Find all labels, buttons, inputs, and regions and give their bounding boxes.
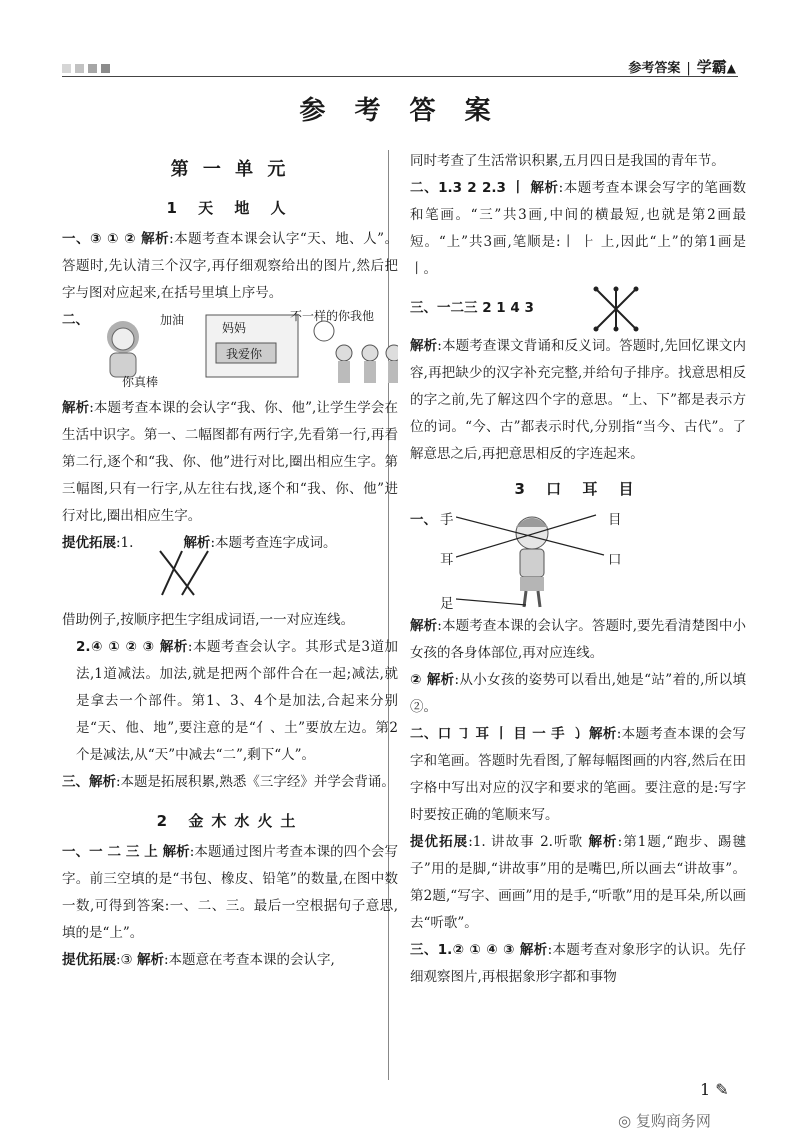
girl-matching-figure	[410, 507, 746, 613]
answer-text: :本题考查本课的会认字“我、你、他”,让学生学会在生活中识字。第一、二幅图都有两行字,先看第一行,再看第二行,逐个和“我、你、他”进行对比,圈出相应生字。第三幅图,只有一行字,从左往右找,逐个和“我、你、他”进行对比,圈出相应生字。	[62, 400, 398, 524]
jiexi-tag: 解析	[410, 618, 438, 634]
answer-text: :本题考查课文背诵和反义词。答题时,先回忆课文内容,再把缺少的汉字补充完整,并给句子排序。找意思相反的字之前,先了解这四个字的意思。“上、下”都是表示方位的词。“今、古”都表示时代,分别指“当今、古代”。了解意思之后,再把意思相反的字连起来。	[410, 338, 747, 462]
header-separator: |	[686, 61, 691, 76]
image-label: 我爱你	[226, 347, 263, 361]
header-square	[75, 64, 84, 73]
ext-tag: 提优拓展	[62, 952, 116, 968]
lesson-1-title: 1 天 地 人	[166, 199, 294, 217]
jiexi-tag: 解析	[530, 180, 559, 196]
page-number-text: 1	[700, 1080, 711, 1099]
jiexi-tag: 解析	[588, 834, 618, 850]
q-label: 二、口 ㇆ 耳 丨 目 一 手 ㇁	[410, 726, 590, 742]
image-label: 你真棒	[122, 375, 159, 389]
l3-q4	[410, 937, 746, 991]
q-label: 三、一二三 2 1 4 3	[410, 300, 534, 316]
jiexi-tag: 解析	[159, 639, 188, 655]
image-label: 加油	[160, 313, 185, 327]
ext-tag: 提优拓展	[62, 535, 116, 551]
ext-tag: 提优拓展	[410, 834, 469, 850]
jiexi-tag: 解析	[62, 400, 90, 416]
r-p1: 同时考查了生活常识积累,五月四日是我国的青年节。	[410, 153, 725, 169]
pencil-icon: ✎	[715, 1080, 729, 1099]
answer-text: :本题通过图片考查本课的四个会写字。前三空填的是“书包、橡皮、铅笔”的数量,在图中数一数,可得到答案:一、二、三。最后一空根据句子意思,填的是“上”。	[62, 844, 398, 941]
body-label: 足	[440, 596, 454, 612]
q-label: 三、1.② ① ④ ③	[410, 942, 520, 958]
jiexi-tag: 解析	[410, 338, 438, 354]
answer-text: :本题考查连字成词。	[210, 535, 337, 551]
answer-text: :本题是拓展积累,熟悉《三字经》并学会背诵。	[116, 774, 395, 790]
match-lines-drawing	[590, 285, 642, 333]
q-label: 二、	[62, 312, 89, 328]
header-decoration	[62, 64, 110, 73]
lesson-3-title: 3 口 耳 目	[514, 480, 642, 498]
right-column	[410, 148, 746, 991]
answer-text: :第1题,“跑步、踢毽子”用的是脚,“讲故事”用的是嘴巴,所以画去“讲故事”。第2题,“写字、画画”用的是手,“听歌”用的是耳朵,所以画去“听歌”。	[410, 834, 746, 931]
jiexi-tag: 解析	[589, 726, 617, 742]
page-number	[700, 1080, 729, 1099]
ext1	[62, 530, 398, 557]
body-label: 耳	[440, 552, 454, 568]
q-label: 一、一 二 三 上	[62, 844, 163, 860]
header-square	[62, 64, 71, 73]
jiexi-tag: 解析	[136, 952, 164, 968]
jiexi-tag: 解析	[89, 774, 116, 790]
q-label: 一、	[410, 512, 437, 528]
l2-q1	[62, 839, 398, 947]
header-brand: 学霸	[696, 58, 727, 76]
body-label: 目	[608, 512, 622, 528]
l3-ext	[410, 829, 746, 937]
body-label: 手	[440, 512, 454, 528]
q-num: :③	[116, 952, 137, 968]
image-label: 妈妈	[222, 321, 247, 335]
unit-title: 第 一 单 元	[170, 159, 290, 180]
jiexi-tag: 解析	[426, 672, 455, 688]
header-section: 参考答案	[628, 61, 681, 76]
l1-q3	[62, 769, 398, 796]
lesson-2-title: 2 金木水火土	[156, 812, 304, 830]
body-label: 口	[608, 552, 622, 568]
header-square	[101, 64, 110, 73]
jiexi-tag: 解析	[141, 231, 170, 247]
left-column	[62, 148, 398, 974]
q-label: 2.④ ① ② ③	[76, 639, 160, 655]
wechat-icon: ◎	[618, 1112, 632, 1130]
answer-text: :本题考查本课会写字的笔画数和笔画。“三”共3画,中间的横最短,也就是第2画最短。“上”共3画,笔顺是:丨 ⺊ 上,因此“上”的第1画是丨。	[410, 180, 747, 277]
l3-q3	[410, 721, 746, 829]
r-q3-explain	[410, 333, 746, 468]
image-label: 不一样的你我他	[290, 309, 375, 323]
answer-text: :1. 讲故事 2.听歌	[468, 834, 589, 850]
ext1-more: 借助例子,按顺序把生字组成词语,一一对应连线。	[62, 612, 355, 628]
q-num: :1.	[116, 535, 134, 551]
jiexi-tag: 解析	[519, 942, 548, 958]
jiexi-tag: 解析	[162, 844, 190, 860]
q-label: 一、③ ① ②	[62, 231, 142, 247]
ext1-cross-lines	[62, 557, 398, 607]
l2-ext	[62, 947, 398, 974]
graduation-cap-icon: ▲	[726, 61, 736, 75]
girl-illustration	[456, 507, 606, 613]
answer-text: :本题考查本课的会认字。答题时,要先看清楚图中小女孩的各身体部位,再对应连线。	[410, 618, 747, 661]
answer-text: :从小女孩的姿势可以看出,她是“站”着的,所以填②。	[410, 672, 746, 715]
l1-q2-images	[62, 307, 398, 395]
watermark-text: 复购商务网	[635, 1112, 711, 1130]
q-label: 二、1.3 2 2.3 丨	[410, 180, 531, 196]
q-label: ②	[410, 672, 427, 688]
r-q3-answer-row	[410, 283, 746, 333]
l1-q2-explain	[62, 395, 398, 530]
ext2	[62, 634, 398, 769]
header-right	[628, 56, 736, 77]
answer-text: :本题考查对象形字的认识。先仔细观察图片,再根据象形字都和事物	[410, 942, 746, 985]
answer-text: :本题考查会认字。其形式是3道加法,1道减法。加法,就是把两个部件合在一起;减法,就是拿去一个部件。第1、3、4个是加法,合起来分别是“天、他、地”,要注意的是“亻、土”要放左边。第2个是减法,从“天”中减去“二”,剩下“人”。	[76, 639, 398, 763]
jiexi-tag: 解析	[183, 535, 211, 551]
answer-text: :本题意在考查本课的会认字,	[163, 952, 335, 968]
r-q2	[410, 175, 746, 283]
l3-q2	[410, 667, 746, 721]
l1-q1	[62, 226, 398, 307]
q-label: 三、	[62, 774, 89, 790]
page-title: 参 考 答 案	[299, 96, 501, 126]
l3-q1-explain	[410, 613, 746, 667]
answer-text: :本题考查本课会认字“天、地、人”。答题时,先认清三个汉字,再仔细观察给出的图片,然后把字与图对应起来,在括号里填上序号。	[62, 231, 399, 301]
header-square	[88, 64, 97, 73]
three-kids-picture	[314, 321, 398, 383]
watermark	[618, 1110, 711, 1131]
answer-text: :本题考查本课的会写字和笔画。答题时先看图,了解每幅图画的内容,然后在田字格中写出对应的汉字和要求的笔画。要注意的是:写字时要按正确的笔顺来写。	[410, 726, 746, 823]
